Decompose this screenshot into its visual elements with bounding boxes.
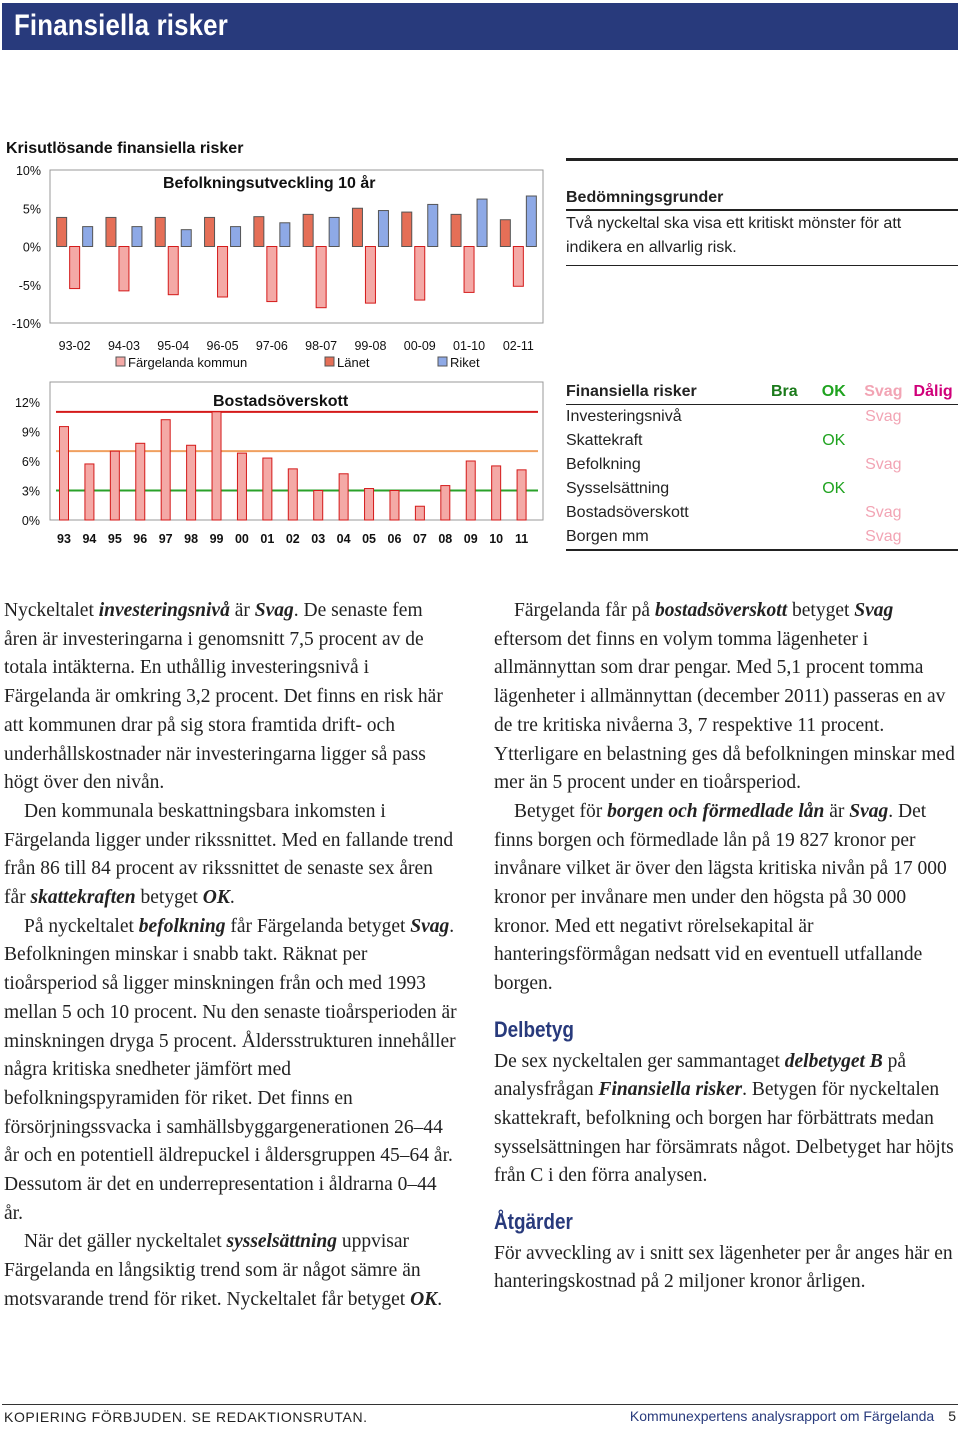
x-tick-label: 04 — [336, 532, 351, 546]
bar — [314, 491, 323, 521]
risk-table-row — [566, 477, 958, 501]
bar-f-rgelanda-kommun — [168, 247, 178, 295]
bar — [288, 469, 297, 520]
risk-table-header — [566, 380, 958, 405]
legend-swatch — [325, 357, 334, 366]
bar — [492, 466, 501, 520]
footer-publication — [630, 1408, 956, 1424]
body-paragraph-emphasis: Svag — [410, 915, 450, 937]
bar-riket — [329, 217, 339, 246]
bar-l-net — [106, 217, 116, 246]
x-tick-label: 05 — [362, 532, 377, 546]
risk-row-empty-cell — [809, 405, 858, 430]
bar-l-net — [254, 217, 264, 247]
page-number: 5 — [948, 1408, 956, 1424]
risk-row-empty-cell — [908, 501, 958, 525]
risk-row-empty-cell — [809, 501, 858, 525]
bar — [237, 453, 246, 520]
bar-riket — [280, 223, 290, 247]
body-paragraph-emphasis: bostadsöverskott — [654, 600, 788, 621]
risk-table-header-ok: OK — [809, 380, 858, 405]
delbetyg-text: . Betygen för nyckeltalen skattekraft, befolkning och borgen har förbättrats medan sysselsättningen har försämrats något. Delbetyget har höjts från C i den förra analysen. — [494, 1079, 954, 1187]
atgarder-text: För avveckling av i snitt sex lägenheter per år anges här en hanteringskostnad på 2 miljoner kronor årligen. — [494, 1242, 953, 1293]
risk-table-row — [566, 525, 958, 550]
criteria-text: Två nyckeltal ska visa ett kritiskt mönster för att indikera en allvarlig risk. — [566, 215, 902, 256]
body-paragraph-text: betyget — [787, 600, 855, 621]
body-paragraph-emphasis: befolkning — [138, 915, 226, 937]
risk-row-empty-cell — [809, 453, 858, 477]
x-tick-label: 96-05 — [206, 339, 239, 353]
y-tick-label: 6% — [21, 455, 40, 469]
chart-title: Bostadsöverskott — [213, 393, 349, 410]
x-tick-label: 08 — [438, 532, 453, 546]
bar-riket — [181, 230, 191, 247]
x-tick-label: 10 — [489, 532, 504, 546]
bar — [415, 506, 424, 520]
bar — [212, 412, 221, 520]
footer-copyright: KOPIERING FÖRBJUDEN. SE REDAKTIONSRUTAN. — [4, 1409, 368, 1425]
x-tick-label: 11 — [514, 532, 529, 546]
y-tick-label: 0% — [22, 240, 41, 255]
risk-row-grade: OK — [822, 432, 846, 449]
risk-row-empty-cell — [908, 525, 958, 550]
bar-l-net — [500, 220, 510, 247]
legend-label: Riket — [450, 355, 480, 370]
body-paragraph-emphasis: OK — [410, 1288, 438, 1310]
x-tick-label: 99-08 — [354, 339, 387, 353]
risk-table-header-label: Finansiella risker — [566, 380, 760, 405]
risk-row-grade: OK — [822, 480, 846, 497]
x-tick-label: 06 — [387, 532, 402, 546]
x-tick-label: 01 — [260, 532, 275, 546]
bar-f-rgelanda-kommun — [267, 247, 277, 302]
bar — [60, 427, 69, 520]
risk-row-empty-cell — [760, 477, 809, 501]
risk-row-empty-cell — [908, 429, 958, 453]
risk-row-empty-cell — [908, 453, 958, 477]
body-paragraph — [494, 798, 956, 999]
x-tick-label: 96 — [133, 532, 148, 546]
risk-row-label: Skattekraft — [566, 432, 643, 449]
legend-swatch — [116, 357, 125, 366]
x-tick-label: 09 — [463, 532, 478, 546]
bar — [466, 461, 475, 520]
risk-row-grade: Svag — [865, 456, 902, 473]
bar-f-rgelanda-kommun — [218, 247, 228, 297]
body-paragraph — [494, 597, 956, 798]
bar-riket — [378, 211, 388, 247]
body-paragraph — [4, 913, 458, 1229]
bar-riket — [231, 227, 241, 247]
risk-table-row — [566, 429, 958, 453]
bar — [263, 458, 272, 520]
header-bar — [2, 3, 958, 50]
risk-row-empty-cell — [908, 477, 958, 501]
risk-row-empty-cell — [908, 405, 958, 430]
criteria-title: Bedömningsgrunder — [566, 189, 958, 211]
delbetyg-text: De sex nyckeltalen ger sammantaget — [494, 1050, 785, 1072]
risk-row-empty-cell — [858, 429, 908, 453]
bar — [136, 443, 145, 520]
y-tick-label: 0% — [21, 514, 40, 528]
body-paragraph-text: Betyget för — [514, 800, 608, 822]
bar — [110, 451, 119, 520]
risk-row-empty-cell — [858, 477, 908, 501]
x-tick-label: 00 — [234, 532, 249, 546]
body-paragraph-text: får Färgelanda betyget — [225, 915, 411, 937]
criteria-box — [566, 158, 958, 266]
body-paragraph-text: Färgelanda får på — [514, 600, 655, 621]
delbetyg-emphasis: Finansiella risker — [598, 1079, 743, 1101]
body-paragraph — [4, 798, 458, 913]
y-tick-label: -5% — [18, 278, 41, 293]
bar-l-net — [205, 217, 215, 246]
bar-l-net — [303, 214, 313, 246]
body-paragraph-text: På nyckeltalet — [24, 915, 139, 937]
risk-table-header-bra: Bra — [760, 380, 809, 405]
body-paragraph-text: Den kommunala beskattningsbara inkomsten i Färgelanda ligger under rikssnittet. Med en fallande trend från 86 till 84 procent av rikssnittet de senaste sex åren får — [4, 800, 454, 909]
risk-row-grade: Svag — [865, 408, 902, 425]
bar-f-rgelanda-kommun — [316, 247, 326, 308]
chart-title: Befolkningsutveckling 10 år — [163, 175, 376, 192]
x-tick-label: 97 — [158, 532, 173, 546]
risk-table-row — [566, 405, 958, 430]
risk-table-header-svag: Svag — [858, 380, 908, 405]
x-tick-label: 98-07 — [305, 339, 338, 353]
risk-row-empty-cell — [760, 501, 809, 525]
y-tick-label: 5% — [22, 202, 41, 217]
body-paragraph-emphasis: OK — [202, 887, 230, 909]
housing-surplus-chart — [0, 378, 548, 550]
bar-l-net — [352, 208, 362, 246]
risk-row-label: Sysselsättning — [566, 480, 670, 497]
y-tick-label: 10% — [15, 165, 41, 178]
delbetyg-text — [494, 1048, 956, 1192]
x-tick-label: 97-06 — [255, 339, 288, 353]
x-tick-label: 93 — [57, 532, 71, 546]
body-paragraph-emphasis: Svag — [254, 600, 294, 621]
risk-row-empty-cell — [809, 525, 858, 550]
bar-f-rgelanda-kommun — [365, 247, 375, 304]
risk-table-body — [566, 405, 958, 551]
bar-f-rgelanda-kommun — [70, 247, 80, 289]
bar-l-net — [402, 212, 412, 246]
risk-row-label: Borgen mm — [566, 525, 760, 550]
risk-row-label: Befolkning — [566, 456, 641, 473]
bar-f-rgelanda-kommun — [513, 247, 523, 287]
bar-riket — [526, 196, 536, 246]
body-right-column — [494, 597, 956, 1297]
x-tick-label: 02 — [285, 532, 300, 546]
risk-table-row — [566, 453, 958, 477]
x-tick-label: 93-02 — [58, 339, 91, 353]
body-paragraph-emphasis: sysselsättning — [226, 1231, 338, 1253]
body-paragraph-text: eftersom det finns en volym tomma lägenheter i allmännyttan som drar pengar. Med 5,1 procent tomma lägenheter i allmännyttan (december 2011) passeras en av de tre kritiska nivåerna 3, 7 respektive 11 procent. Ytterligare en belastning ges då befolkningen minskar med mer än 5 procent under en tioårsperiod. — [494, 628, 955, 794]
risk-row-label: Bostadsöverskott — [566, 504, 689, 521]
population-chart — [0, 165, 548, 375]
legend-swatch — [438, 357, 447, 366]
bar-riket — [477, 199, 487, 246]
page-title: Finansiella risker — [14, 9, 228, 42]
x-tick-label: 00-09 — [403, 339, 436, 353]
body-paragraph-emphasis: Svag — [854, 600, 894, 621]
bar — [187, 445, 196, 520]
bar-riket — [83, 227, 93, 247]
body-paragraph-text: . — [437, 1288, 443, 1310]
footer-divider — [2, 1404, 958, 1405]
bar-f-rgelanda-kommun — [415, 247, 425, 301]
atgarder-heading: Åtgärder — [494, 1209, 573, 1235]
body-paragraph-text: . — [229, 887, 235, 909]
risk-row-grade: Svag — [858, 525, 908, 550]
y-tick-label: -10% — [11, 317, 41, 331]
x-tick-label: 94-03 — [107, 339, 140, 353]
bar-f-rgelanda-kommun — [464, 247, 474, 293]
bar-l-net — [155, 217, 165, 246]
x-tick-label: 02-11 — [502, 339, 534, 353]
y-tick-label: 9% — [21, 425, 40, 440]
x-tick-label: 95 — [107, 532, 122, 546]
bar-riket — [132, 227, 142, 247]
bar-riket — [428, 204, 438, 246]
risk-table — [566, 380, 958, 551]
delbetyg-heading: Delbetyg — [494, 1016, 574, 1042]
body-paragraph-emphasis: investeringsnivå — [98, 600, 230, 621]
bar — [161, 420, 170, 520]
bar-f-rgelanda-kommun — [119, 247, 129, 291]
risk-row-empty-cell — [760, 453, 809, 477]
bar-l-net — [451, 214, 461, 246]
body-paragraph — [4, 597, 458, 798]
risk-row-empty-cell — [760, 429, 809, 453]
x-tick-label: 99 — [209, 532, 224, 546]
body-paragraph-text: uppvisar Färgelanda en långsiktig trend som är något sämre än motsvarande trend för riket. Nyckeltalet får betyget — [4, 1231, 421, 1310]
bar — [339, 474, 348, 520]
x-tick-label: 95-04 — [157, 339, 190, 353]
x-tick-label: 03 — [311, 532, 326, 546]
risk-table-row — [566, 501, 958, 525]
footer-publication-title: Kommunexpertens analysrapport om Färgelanda — [629, 1408, 935, 1424]
body-paragraph-text: När det gäller nyckeltalet — [24, 1231, 227, 1253]
x-tick-label: 01-10 — [453, 339, 486, 353]
legend-label: Länet — [337, 355, 370, 370]
body-paragraph-text: . Det finns borgen och förmedlade lån på 19 827 kronor per invånare vilket är över den lägsta kritiska nivån på 17 000 kronor per invånare men under den högsta på 30 000 kronor. Med ett negativt rörelsekapital är hanteringsförmågan nedsatt vid en eventuell utfallande borgen. — [494, 800, 947, 995]
body-right-paragraphs — [494, 597, 956, 999]
bar — [517, 470, 526, 520]
body-paragraph-text: . Befolkningen minskar i snabb takt. Räknat per tioårsperiod så ligger minskningen från och med 1993 mellan 5 och 10 procent. Nu den senaste tioårsperioden är minskningen dryga 5 procent. Åldersstrukturen innehåller några kritiska snedheter jämfört med befolkningspyramiden för riket. Det finns en försörjningssvacka i samhällsbyggargenerationen 26–44 år och en potentiell äldrepuckel i åldersgruppen 45–64 år. Dessutom är det en underrepresentation i åldrarna 0–44 år. — [4, 915, 457, 1224]
delbetyg-text: på analysfrågan — [494, 1050, 907, 1101]
bar-l-net — [57, 217, 67, 246]
body-left-column — [4, 597, 458, 1315]
delbetyg-emphasis: delbetyget B — [784, 1050, 883, 1072]
risk-row-empty-cell — [760, 405, 809, 430]
body-paragraph-emphasis: borgen och förmedlade lån — [607, 800, 825, 822]
body-paragraph-text: är — [229, 600, 255, 621]
x-tick-label: 94 — [82, 532, 97, 546]
body-paragraph — [4, 1228, 458, 1314]
body-paragraph-emphasis: Svag — [849, 800, 889, 822]
y-tick-label: 12% — [14, 396, 40, 410]
y-tick-label: 3% — [21, 484, 40, 499]
body-paragraph-text: är — [824, 800, 850, 822]
bar — [85, 464, 94, 520]
body-paragraph-text: betyget — [135, 887, 203, 909]
bar — [365, 489, 374, 520]
body-paragraph-emphasis: skattekraften — [30, 887, 136, 909]
risk-row-grade: Svag — [865, 504, 902, 521]
risk-table-header-dalig: Dålig — [908, 380, 958, 405]
legend-label: Färgelanda kommun — [128, 355, 248, 370]
x-tick-label: 07 — [412, 532, 427, 546]
risk-row-empty-cell — [760, 525, 809, 550]
risk-row-label: Investeringsnivå — [566, 408, 682, 425]
bar — [441, 486, 450, 520]
body-paragraph-text: . De senaste fem åren är investeringarna i genomsnitt 7,5 procent av de totala intäkterna. En uthållig investeringsnivå i Färgelanda är omkring 3,2 procent. Det finns en risk här att kommunen drar på sig stora framtida drift- och underhållskostnader när investeringarna ligger så pass högt över den nivån. — [4, 600, 443, 794]
atgarder-text — [494, 1240, 956, 1297]
x-tick-label: 98 — [184, 532, 199, 546]
body-paragraph-text: Nyckeltalet — [4, 600, 99, 621]
bar — [390, 491, 399, 521]
section-heading: Krisutlösande finansiella risker — [6, 140, 244, 157]
